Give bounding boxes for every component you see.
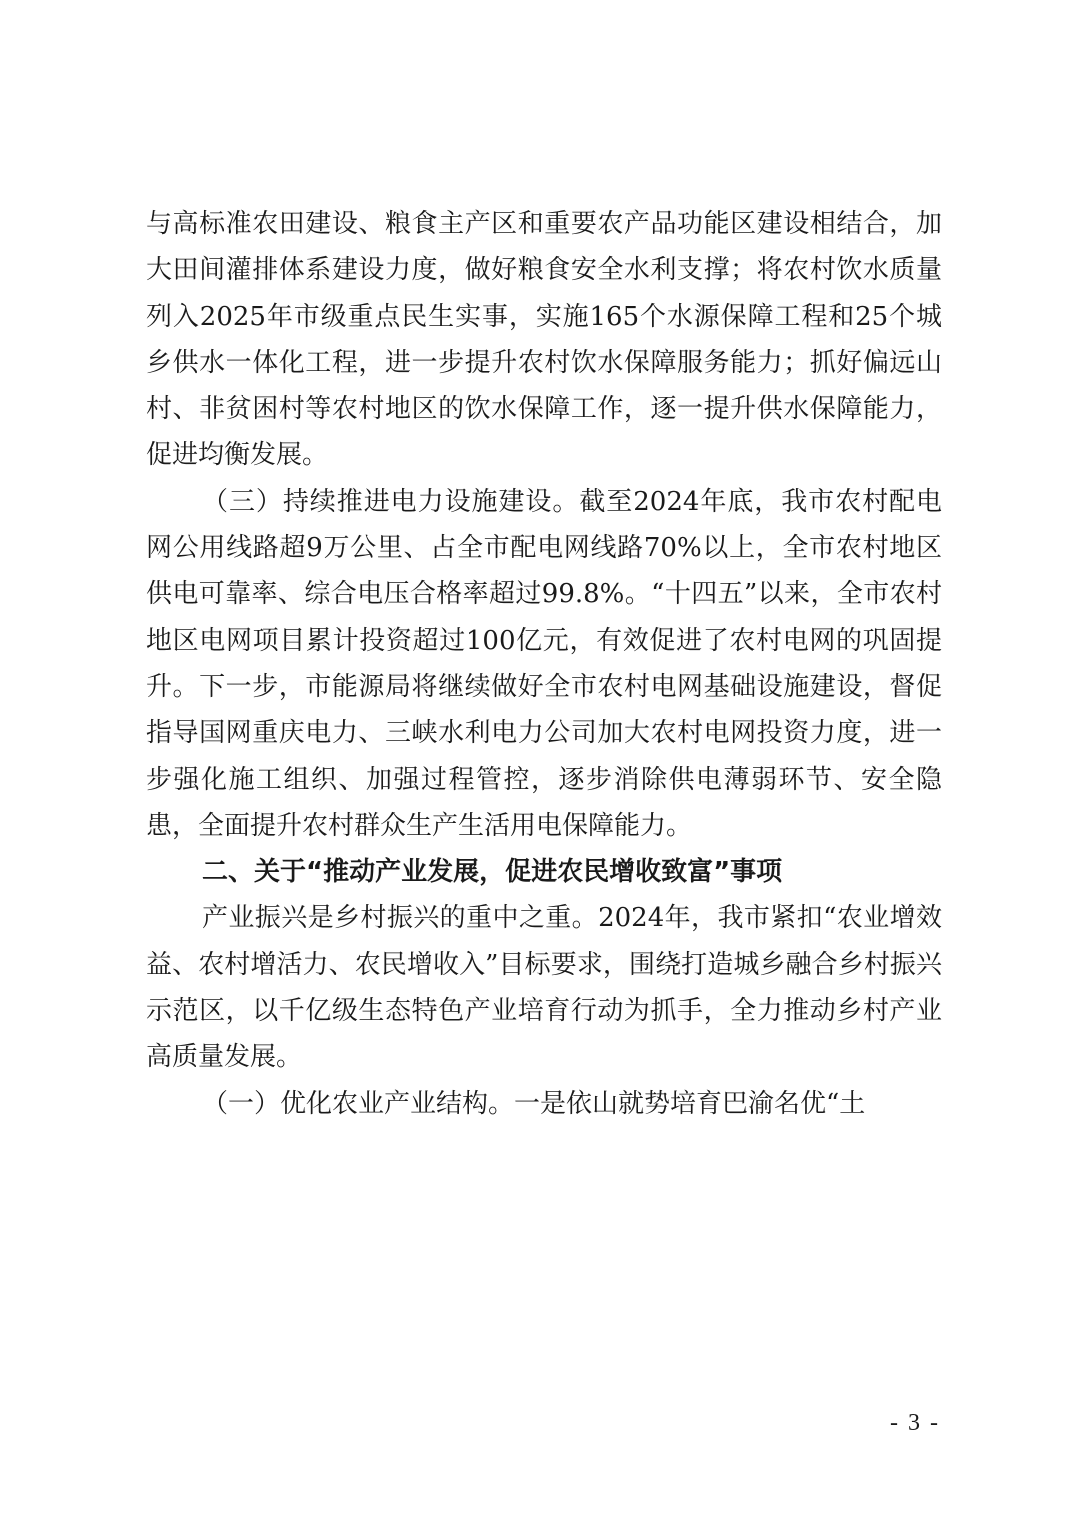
paragraph-text: 截至2024年底，我市农村配电网公用线路超9万公里、占全市配电网线路70%以上，全市农村地区供电可靠率、综合电压合格率超过99.8%。“十四五”以来，全市农村地区电网项目累计投资超过100亿元，有效促进了农村电网的巩固提升。下一步，市能源局将继续做好全市农村电网基础设施建设，督促指导国网重庆电力、三峡水利电力公司加大农村电网投资力度，进一步强化施工组织、加强过程管控，逐步消除供电薄弱环节、安全隐患，全面提升农村群众生产生活用电保障能力。 [146, 486, 942, 841]
paragraph-lead: （三）持续推进电力设施建设。 [202, 486, 580, 517]
paragraph-agri-structure [146, 1081, 942, 1127]
document-body [146, 201, 942, 1127]
paragraph-text: 产业振兴是乡村振兴的重中之重。2024年，我市紧扣“农业增效益、农村增活力、农民增收入”目标要求，围绕打造城乡融合乡村振兴示范区，以千亿级生态特色产业培育行动为抓手，全力推动乡村产业高质量发展。 [146, 903, 942, 1073]
paragraph-water-supply [146, 201, 942, 479]
paragraph-text: 与高标准农田建设、粮食主产区和重要农产品功能区建设相结合，加大田间灌排体系建设力度，做好粮食安全水利支撑；将农村饮水质量列入2025年市级重点民生实事，实施165个水源保障工程和25个城乡供水一体化工程，进一步提升农村饮水保障服务能力；抓好偏远山村、非贫困村等农村地区的饮水保障工作，逐一提升供水保障能力，促进均衡发展。 [146, 209, 942, 471]
paragraph-power-facilities [146, 479, 942, 849]
paragraph-text: 一是依山就势培育巴渝名优“土 [514, 1088, 866, 1119]
paragraph-industry-revitalization [146, 895, 942, 1080]
section-heading-industry: 二、关于“推动产业发展，促进农民增收致富”事项 [202, 857, 783, 888]
page-number: - 3 - [890, 1410, 940, 1436]
paragraph-lead: （一）优化农业产业结构。 [202, 1088, 515, 1119]
